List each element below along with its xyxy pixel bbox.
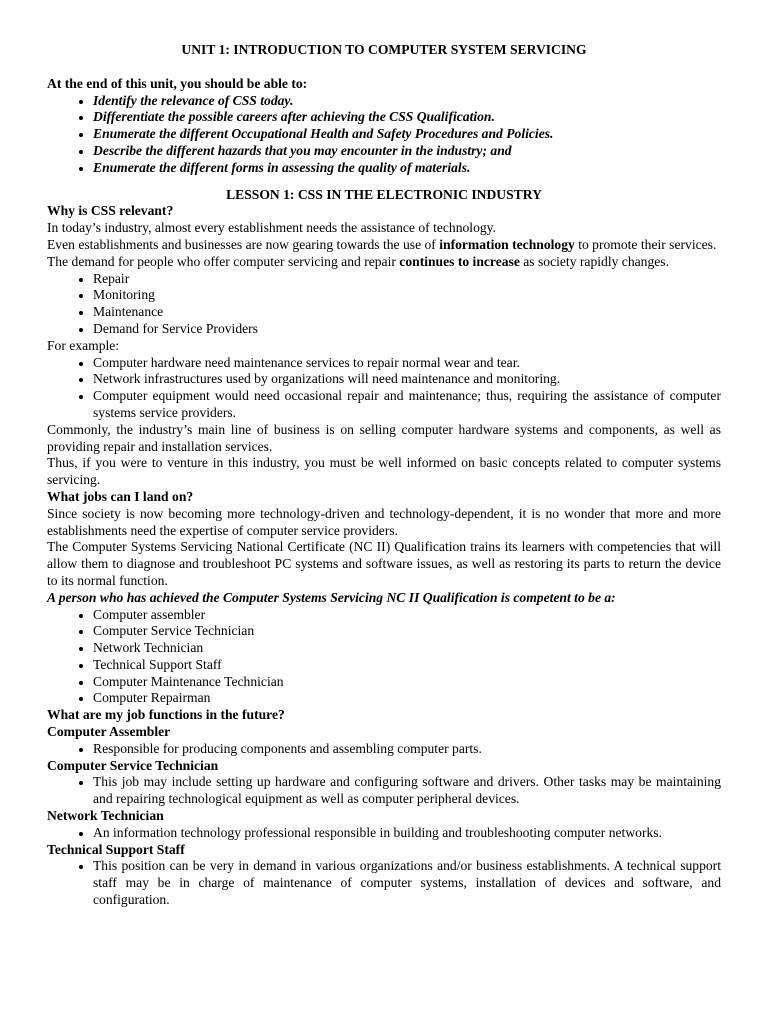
paragraph: In today’s industry, almost every establishment needs the assistance of technology. (47, 220, 496, 236)
lesson-title: LESSON 1: CSS IN THE ELECTRONIC INDUSTRY (226, 186, 542, 202)
document-page (47, 42, 721, 909)
section-heading: Why is CSS relevant? (47, 203, 174, 219)
objectives-list (47, 93, 721, 177)
role-list (47, 774, 721, 808)
paragraph: Thus, if you were to venture in this industry, you must be well informed on basic concepts related to computer systems servicing. (47, 455, 721, 488)
list-item: • Describe the different hazards that you may encounter in the industry; and (93, 143, 721, 160)
jobs-list (47, 607, 721, 708)
list-item: • This position can be very in demand in various organizations and/or business establishments. A technical support staff may be in charge of maintenance of computer systems, installation of devices and software, and configuration. (93, 858, 721, 908)
list-item: • Responsible for producing components and assembling computer parts. (93, 741, 721, 758)
list-item: • Repair (93, 271, 721, 288)
list-item: • Enumerate the different Occupational Health and Safety Procedures and Policies. (93, 126, 721, 143)
objectives-intro: At the end of this unit, you should be able to: (47, 75, 308, 91)
list-item: • An information technology professional responsible in building and troubleshooting computer networks. (93, 825, 721, 842)
list-item: • Computer Maintenance Technician (93, 674, 721, 691)
role-title: Network Technician (47, 808, 164, 824)
section-heading: What jobs can I land on? (47, 488, 194, 504)
section-heading: What are my job functions in the future? (47, 707, 285, 723)
list-item: • Network infrastructures used by organizations will need maintenance and monitoring. (93, 371, 721, 388)
list-item: • Enumerate the different forms in assessing the quality of materials. (93, 160, 721, 177)
paragraph: For example: (47, 337, 120, 353)
list-item: • Computer assembler (93, 607, 721, 624)
list-item: • Computer Repairman (93, 690, 721, 707)
list-item: • Identify the relevance of CSS today. (93, 93, 721, 110)
paragraph: Commonly, the industry’s main line of business is on selling computer hardware systems and components, as well as providing repair and installation services. (47, 421, 721, 454)
list-item: • Maintenance (93, 304, 721, 321)
role-title: Computer Assembler (47, 724, 171, 740)
service-list (47, 271, 721, 338)
role-title: Technical Support Staff (47, 841, 185, 857)
paragraph: Even establishments and businesses are now gearing towards the use of information technology to promote their services. (47, 236, 717, 252)
list-item: • Computer equipment would need occasional repair and maintenance; thus, requiring the assistance of computer systems service providers. (93, 388, 721, 422)
list-item: • Technical Support Staff (93, 657, 721, 674)
role-list (47, 825, 721, 842)
paragraph: The Computer Systems Servicing National Certificate (NC II) Qualification trains its learners with competencies that will allow them to diagnose and troubleshoot PC systems and software issues, as well as restoring its parts to return the device to its normal function. (47, 539, 721, 588)
example-list (47, 355, 721, 422)
unit-title: UNIT 1: INTRODUCTION TO COMPUTER SYSTEM SERVICING (181, 42, 587, 57)
role-list (47, 858, 721, 908)
role-title: Computer Service Technician (47, 757, 219, 773)
list-item: • Differentiate the possible careers after achieving the CSS Qualification. (93, 109, 721, 126)
role-list (47, 741, 721, 758)
list-item: • Monitoring (93, 287, 721, 304)
paragraph: A person who has achieved the Computer Systems Servicing NC II Qualification is competent to be a: (47, 589, 616, 605)
list-item: • Demand for Service Providers (93, 321, 721, 338)
paragraph: Since society is now becoming more technology-driven and technology-dependent, it is no wonder that more and more establishments need the expertise of computer service providers. (47, 505, 721, 538)
list-item: • This job may include setting up hardware and configuring software and drivers. Other tasks may be maintaining and repairing technological equipment as well as computer peripheral devices. (93, 774, 721, 808)
list-item: • Computer hardware need maintenance services to repair normal wear and tear. (93, 355, 721, 372)
list-item: • Network Technician (93, 640, 721, 657)
paragraph: The demand for people who offer computer servicing and repair continues to increase as society rapidly changes. (47, 253, 669, 269)
list-item: • Computer Service Technician (93, 623, 721, 640)
